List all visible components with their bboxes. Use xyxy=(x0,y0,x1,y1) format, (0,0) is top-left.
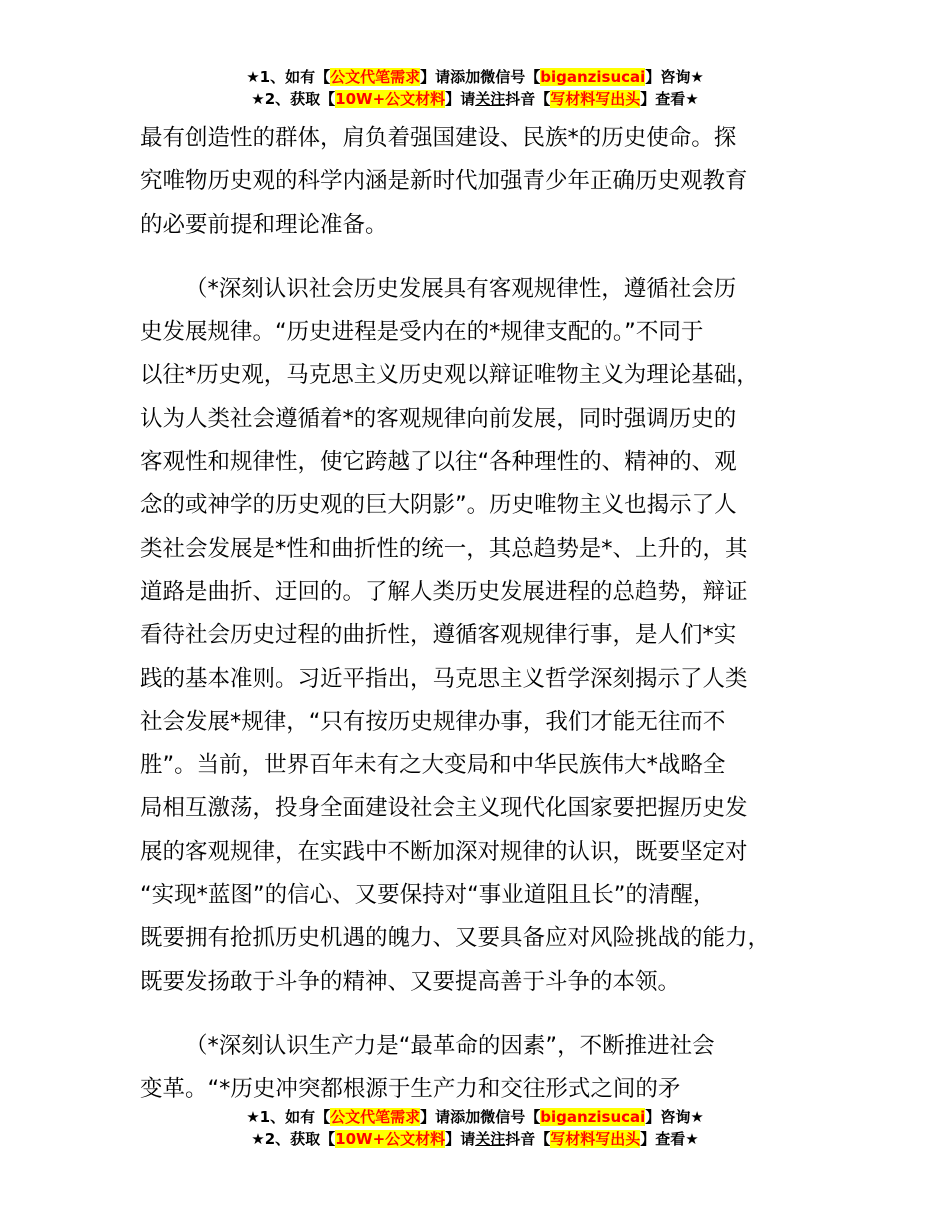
text-line: “实现*蓝图”的信心、又要保持对“事业道阻且长”的清醒， xyxy=(140,882,716,909)
text-line: 既要发扬敢于斗争的精神、又要提高善于斗争的本领。 xyxy=(140,968,681,995)
highlight-douyin-account: 写材料写出头 xyxy=(550,90,641,108)
highlight-ghostwriting: 公文代笔需求 xyxy=(330,68,421,86)
footer-line-2 xyxy=(0,1128,950,1150)
bracket-close: 】 xyxy=(640,90,656,108)
document-body xyxy=(140,117,830,1112)
text-line: 既要拥有抢抓历史机遇的魄力、又要具备应对风险挑战的能力， xyxy=(140,925,771,952)
text-fragment: 微信号 xyxy=(480,68,526,86)
text-fragment: 咨询★ xyxy=(660,1108,704,1126)
text-line: 的必要前提和理论准备。 xyxy=(140,211,388,238)
text-fragment: 请 xyxy=(460,1130,476,1148)
text-line: 念的或神学的历史观的巨大阴影”。历史唯物主义也揭示了人 xyxy=(140,492,737,519)
highlight-ghostwriting: 公文代笔需求 xyxy=(330,1108,421,1126)
highlight-douyin-account: 写材料写出头 xyxy=(550,1130,641,1148)
bracket-close: 】 xyxy=(645,68,661,86)
text-fragment: 加 xyxy=(465,1108,481,1126)
star-text: ★2、获取 xyxy=(251,90,321,108)
bracket-close: 】 xyxy=(640,1130,656,1148)
text-line: 胜”。当前，世界百年未有之大变局和中华民族伟大*战略全 xyxy=(140,752,726,779)
bracket-open: 【 xyxy=(525,68,541,86)
bracket-close: 】 xyxy=(420,68,436,86)
text-fragment: 加 xyxy=(465,68,481,86)
bracket-close: 】 xyxy=(445,90,461,108)
header-line-2 xyxy=(0,88,950,110)
header-line-1 xyxy=(0,66,950,88)
text-line: 展的客观规律，在实践中不断加深对规律的认识，既要坚定对 xyxy=(140,838,748,865)
underlined-follow: 关注 xyxy=(475,1130,506,1148)
star-text: ★1、如有 xyxy=(246,1108,316,1126)
highlight-wechat-id: biganzisucai xyxy=(540,68,646,86)
bracket-open: 【 xyxy=(320,1130,336,1148)
star-text: ★1、如有 xyxy=(246,68,316,86)
underlined-follow: 关注 xyxy=(475,90,506,108)
text-fragment: 请 xyxy=(460,90,476,108)
star-text: ★2、获取 xyxy=(251,1130,321,1148)
bracket-open: 【 xyxy=(535,1130,551,1148)
bracket-close: 】 xyxy=(645,1108,661,1126)
header-banner xyxy=(0,66,950,110)
text-line: 以往*历史观，马克思主义历史观以辩证唯物主义为理论基础， xyxy=(140,362,759,389)
text-line: 变革。“*历史冲突都根源于生产力和交往形式之间的矛 xyxy=(140,1076,681,1103)
text-line: 最有创造性的群体，肩负着强国建设、民族*的历史使命。探 xyxy=(140,125,737,151)
text-line: （*深刻认识社会历史发展具有客观规律性，遵循社会历 xyxy=(185,275,737,302)
bracket-open: 【 xyxy=(535,90,551,108)
text-line: 局相互激荡，投身全面建设社会主义现代化国家要把握历史发 xyxy=(140,795,748,822)
text-fragment: 请添 xyxy=(435,68,466,86)
highlight-wechat-id: biganzisucai xyxy=(540,1108,646,1126)
text-line: 看待社会历史过程的曲折性，遵循客观规律行事，是人们*实 xyxy=(140,622,737,649)
text-line: 道路是曲折、迂回的。了解人类历史发展进程的总趋势，辩证 xyxy=(140,578,748,605)
text-line: （*深刻认识生产力是“最革命的因素”，不断推进社会 xyxy=(185,1032,715,1059)
highlight-materials: 10W+公文材料 xyxy=(335,1130,446,1148)
text-line: 践的基本准则。习近平指出，马克思主义哲学深刻揭示了人类 xyxy=(140,665,748,692)
bracket-open: 【 xyxy=(315,1108,331,1126)
footer-line-1 xyxy=(0,1106,950,1128)
bracket-close: 】 xyxy=(445,1130,461,1148)
bracket-open: 【 xyxy=(315,68,331,86)
text-fragment: 微信号 xyxy=(480,1108,526,1126)
highlight-materials: 10W+公文材料 xyxy=(335,90,446,108)
text-fragment: 请添 xyxy=(435,1108,466,1126)
text-line: 认为人类社会遵循着*的客观规律向前发展，同时强调历史的 xyxy=(140,405,737,432)
footer-banner xyxy=(0,1106,950,1150)
bracket-open: 【 xyxy=(320,90,336,108)
bracket-open: 【 xyxy=(525,1108,541,1126)
text-fragment: 抖音 xyxy=(505,1130,536,1148)
text-fragment: 咨询★ xyxy=(660,68,704,86)
text-fragment: 抖音 xyxy=(505,90,536,108)
text-fragment: 查看★ xyxy=(655,90,699,108)
paragraph-gap xyxy=(140,1004,830,1025)
bracket-close: 】 xyxy=(420,1108,436,1126)
paragraph-gap xyxy=(140,247,830,268)
text-line: 客观性和规律性，使它跨越了以往“各种理性的、精神的、观 xyxy=(140,449,737,476)
text-line: 究唯物历史观的科学内涵是新时代加强青少年正确历史观教育 xyxy=(140,168,748,195)
text-fragment: 查看★ xyxy=(655,1130,699,1148)
text-line: 类社会发展是*性和曲折性的统一，其总趋势是*、上升的，其 xyxy=(140,535,748,562)
text-line: 史发展规律。“历史进程是受内在的*规律支配的。”不同于 xyxy=(140,319,704,346)
text-line: 社会发展*规律，“只有按历史规律办事，我们才能无往而不 xyxy=(140,708,726,735)
